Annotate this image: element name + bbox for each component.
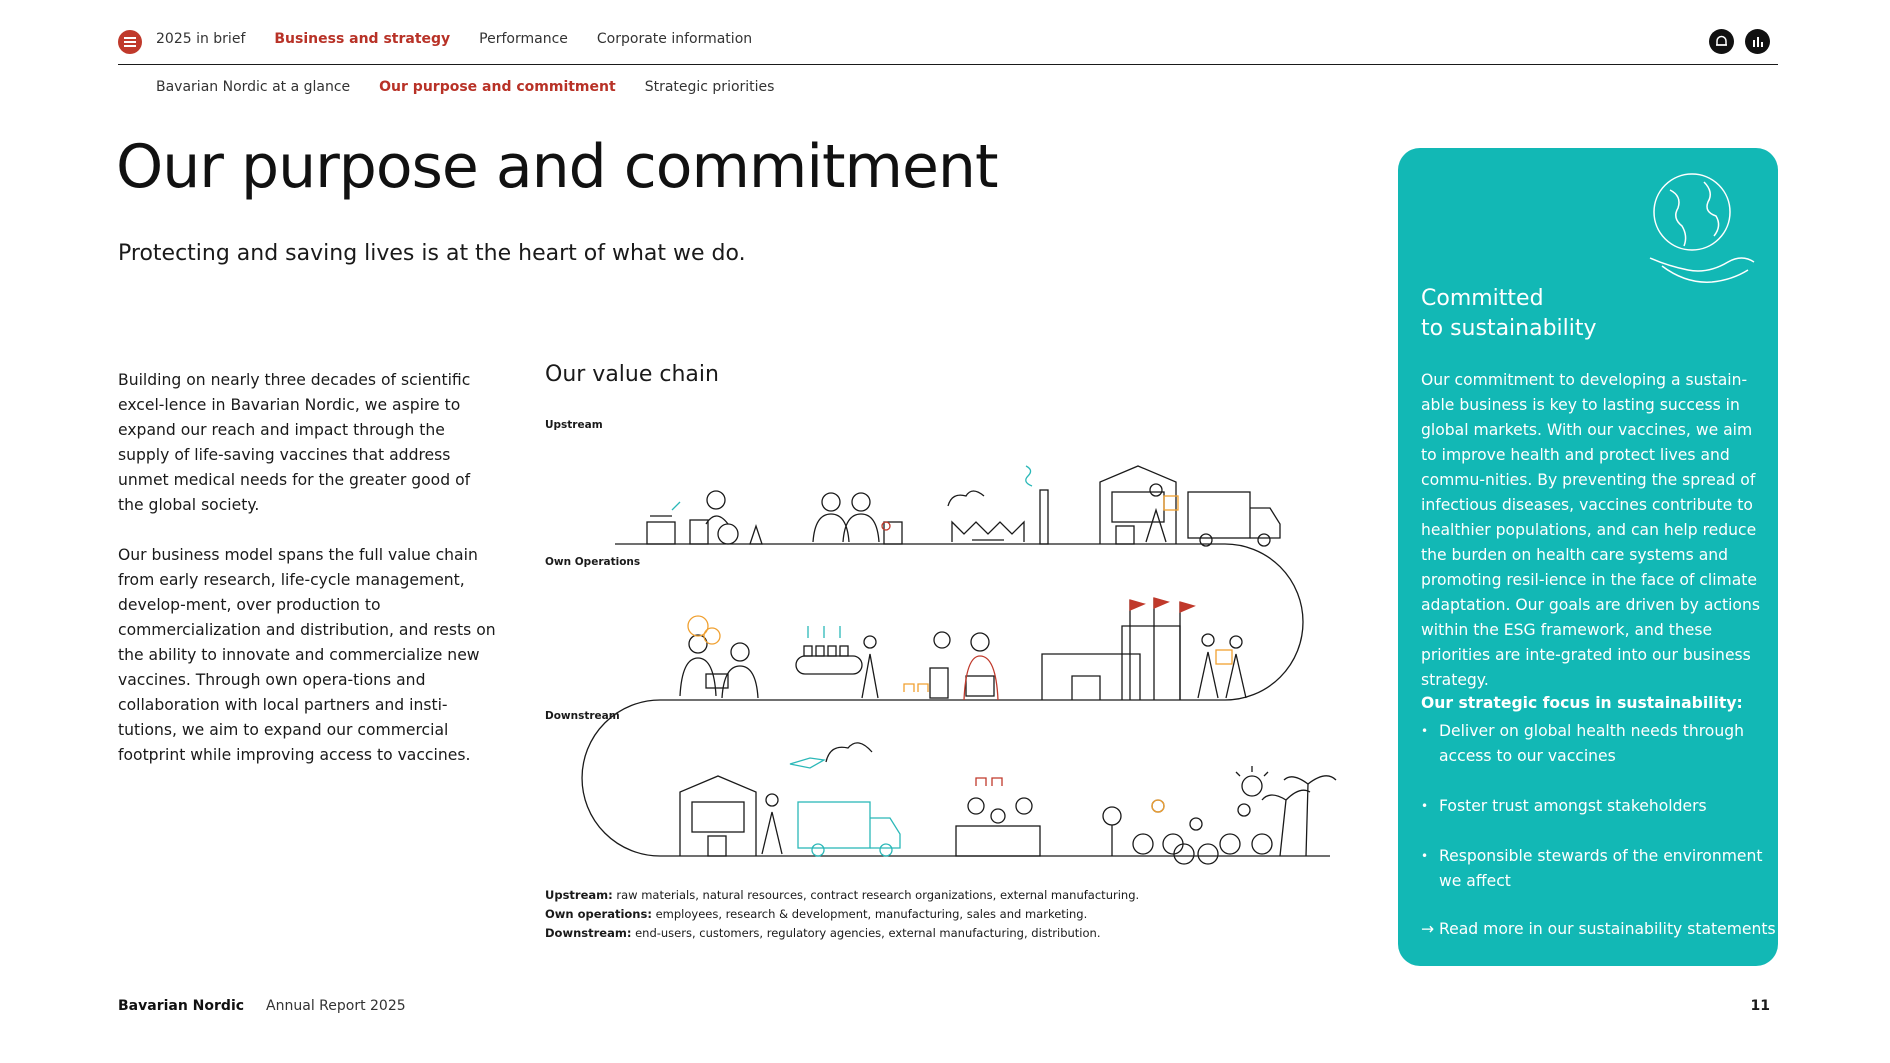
page-number: 11 [1750,998,1770,1014]
research-icon [930,632,994,698]
pharmacy-icon [956,798,1040,856]
focus-list [1421,719,1766,919]
panel-title-line1: Committed [1421,286,1544,311]
read-more-link[interactable]: → Read more in our sustainability statements [1421,920,1776,938]
value-chain-illustration [540,430,1360,880]
footer [118,998,406,1014]
production-line-icon [796,636,878,698]
nav-item-corporate-information[interactable]: Corporate information [596,31,753,47]
paragraph: Our business model spans the full value chain from early research, life-cycle management, develop-ment, over production to commercialization and distribution, and rests on the ability to innovate and commercialize new vaccines. Through own opera-tions and collaboration with local partners and insti-tutions, we aim to expand our commercial footprint while improving access to vaccines. [118,546,496,764]
legend-item [545,886,1139,905]
page-lead: Protecting and saving lives is at the heart of what we do. [118,241,746,266]
subnav-item-purpose-and-commitment[interactable]: Our purpose and commitment [379,79,616,95]
list-item: • Foster trust amongst stakeholders [1421,794,1766,819]
headquarters-icon [1042,598,1246,700]
top-nav [156,31,752,47]
focus-heading: Our strategic focus in sustainability: [1421,694,1743,712]
legend-text: employees, research & development, manufacturing, sales and marketing. [655,907,1088,921]
nav-item-2025-in-brief[interactable]: 2025 in brief [156,31,246,47]
footer-brand: Bavarian Nordic [118,998,245,1014]
chart-icon[interactable] [1745,29,1770,54]
factory-icon [948,490,1048,544]
value-chain-title: Our value chain [545,362,719,387]
list-item: • Responsible stewards of the environment we affect [1421,844,1766,894]
menu-icon[interactable] [118,30,142,54]
legend-term: Upstream: [545,888,613,902]
subnav-item-at-a-glance[interactable]: Bavarian Nordic at a glance [156,79,351,95]
paragraph: Building on nearly three decades of scientific excel-lence in Bavarian Nordic, we aspire to expand our reach and impact through the supply of life-saving vaccines that address unmet medical needs for the greater good of the global society. [118,371,471,514]
legend-item [545,905,1139,924]
stage-label-downstream: Downstream [545,710,620,722]
legend-text: raw materials, natural resources, contract research organizations, external manufacturing. [616,888,1140,902]
nav-item-business-and-strategy[interactable]: Business and strategy [274,31,451,47]
lab-icon [647,491,762,544]
stage-label-upstream: Upstream [545,419,603,431]
delivery-truck-icon [790,758,900,856]
page-title: Our purpose and commitment [116,132,998,202]
panel-text: Our commitment to developing a sustain-able business is key to lasting success in global markets. With our vaccines, we aim to improve health and protect lives and commu-nities. By preventing the spread of infectious diseases, vaccines contribute to healthier populations, and can help reduce the burden on health care systems and promoting resil-ience in the face of climate adaptation. Our goals are driven by actions within the ESG framework, and these priorities are inte-grated into our business strategy. [1421,371,1760,689]
stage-label-own-operations: Own Operations [545,556,641,568]
footer-report: Annual Report 2025 [266,998,406,1014]
distribution-icon [680,743,872,856]
legend-term: Own operations: [545,907,652,921]
globe-in-hand-icon [1648,170,1758,290]
panel-title-line2: to sustainability [1421,316,1597,341]
sub-nav [156,79,774,95]
header-divider [118,64,1778,65]
subnav-item-strategic-priorities[interactable]: Strategic priorities [644,79,775,95]
list-item: • Deliver on global health needs through access to our vaccines [1421,719,1766,769]
community-icon [1103,776,1336,864]
top-icons [1709,29,1770,54]
panel-title [1421,284,1671,344]
legend-text: end-users, customers, regulatory agencies, external manufacturing, distribution. [635,926,1101,940]
team-icon [813,493,902,544]
truck-icon [1188,492,1280,546]
sustainability-panel [1398,148,1778,966]
nav-item-performance[interactable]: Performance [479,31,568,47]
value-chain-legend [545,886,1139,943]
legend-term: Downstream: [545,926,632,940]
bell-icon[interactable] [1709,29,1734,54]
legend-item [545,924,1139,943]
body-text [118,368,498,793]
meeting-icon [680,635,758,698]
